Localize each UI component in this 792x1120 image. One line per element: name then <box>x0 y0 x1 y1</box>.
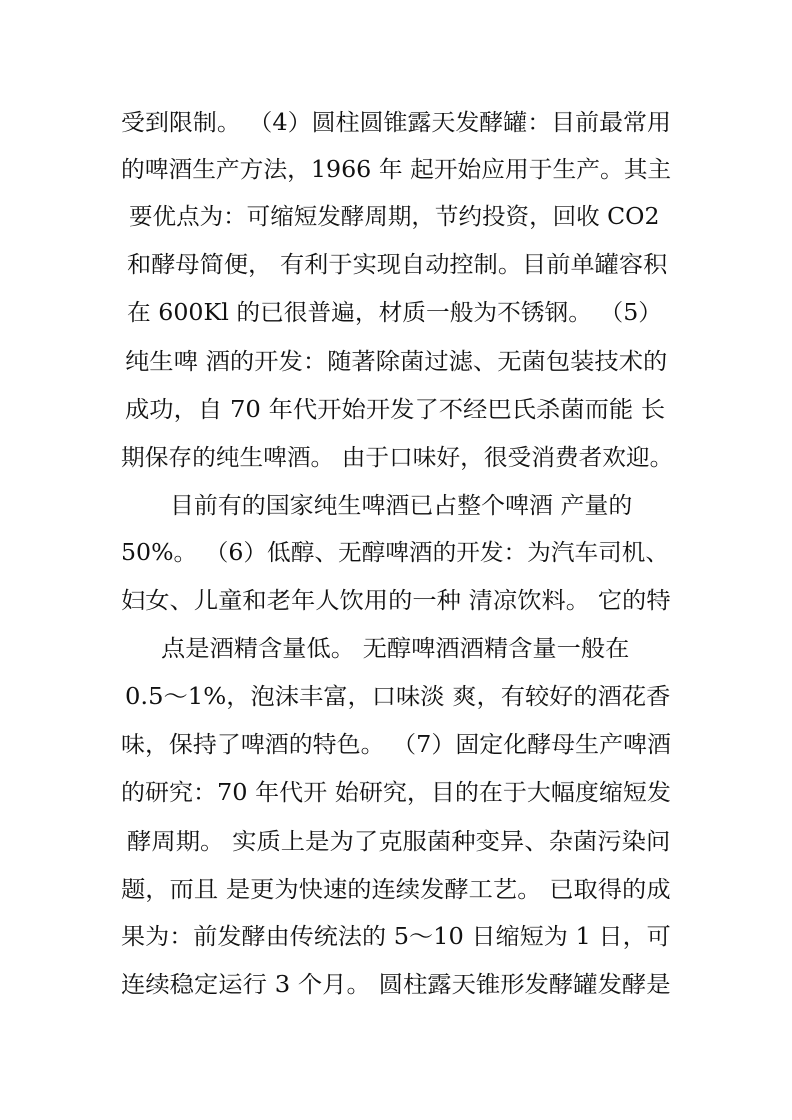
text-line: 成功，自 70 年代开始开发了不经巴氏杀菌而能 长 <box>125 397 666 423</box>
text-line: 在 600Kl 的已很普遍，材质一般为不锈钢。 （5） <box>127 300 663 326</box>
text-line: 的研究：70 年代开 始研究，目的在于大幅度缩短发 <box>121 780 671 806</box>
text-line: 酵周期。 实质上是为了克服菌种变异、杂菌污染问 <box>127 829 671 855</box>
text-line: 要优点为：可缩短发酵周期，节约投资，回收 CO2 <box>129 204 660 230</box>
text-line: 连续稳定运行 3 个月。 圆柱露天锥形发酵罐发酵是 <box>121 972 671 998</box>
text-line: 目前有的国家纯生啤酒已占整个啤酒 产量的 <box>170 493 633 519</box>
text-line: 0.5～1%，泡沫丰富，口味淡 爽，有较好的酒花香 <box>125 684 671 710</box>
text-line: 期保存的纯生啤酒。 由于口味好，很受消费者欢迎。 <box>121 445 674 471</box>
text-line: 受到限制。 （4）圆柱圆锥露天发酵罐：目前最常用 <box>121 110 671 136</box>
text-line: 味，保持了啤酒的特色。 （7）固定化酵母生产啤酒 <box>121 732 671 758</box>
text-line: 妇女、儿童和老年人饮用的一种 清凉饮料。 它的特 <box>121 588 671 614</box>
text-line: 点是酒精含量低。 无醇啤酒酒精含量一般在 <box>161 636 630 662</box>
text-line: 50%。 （6）低醇、无醇啤酒的开发：为汽车司机、 <box>121 540 670 566</box>
text-line: 题，而且 是更为快速的连续发酵工艺。 已取得的成 <box>121 877 671 903</box>
text-line: 的啤酒生产方法，1966 年 起开始应用于生产。其主 <box>121 157 672 183</box>
text-line: 纯生啤 酒的开发：随著除菌过滤、无菌包装技术的 <box>125 349 668 375</box>
text-line: 和酵母简便， 有利于实现自动控制。目前单罐容积 <box>127 252 668 278</box>
text-line: 果为：前发酵由传统法的 5～10 日缩短为 1 日，可 <box>121 924 671 950</box>
